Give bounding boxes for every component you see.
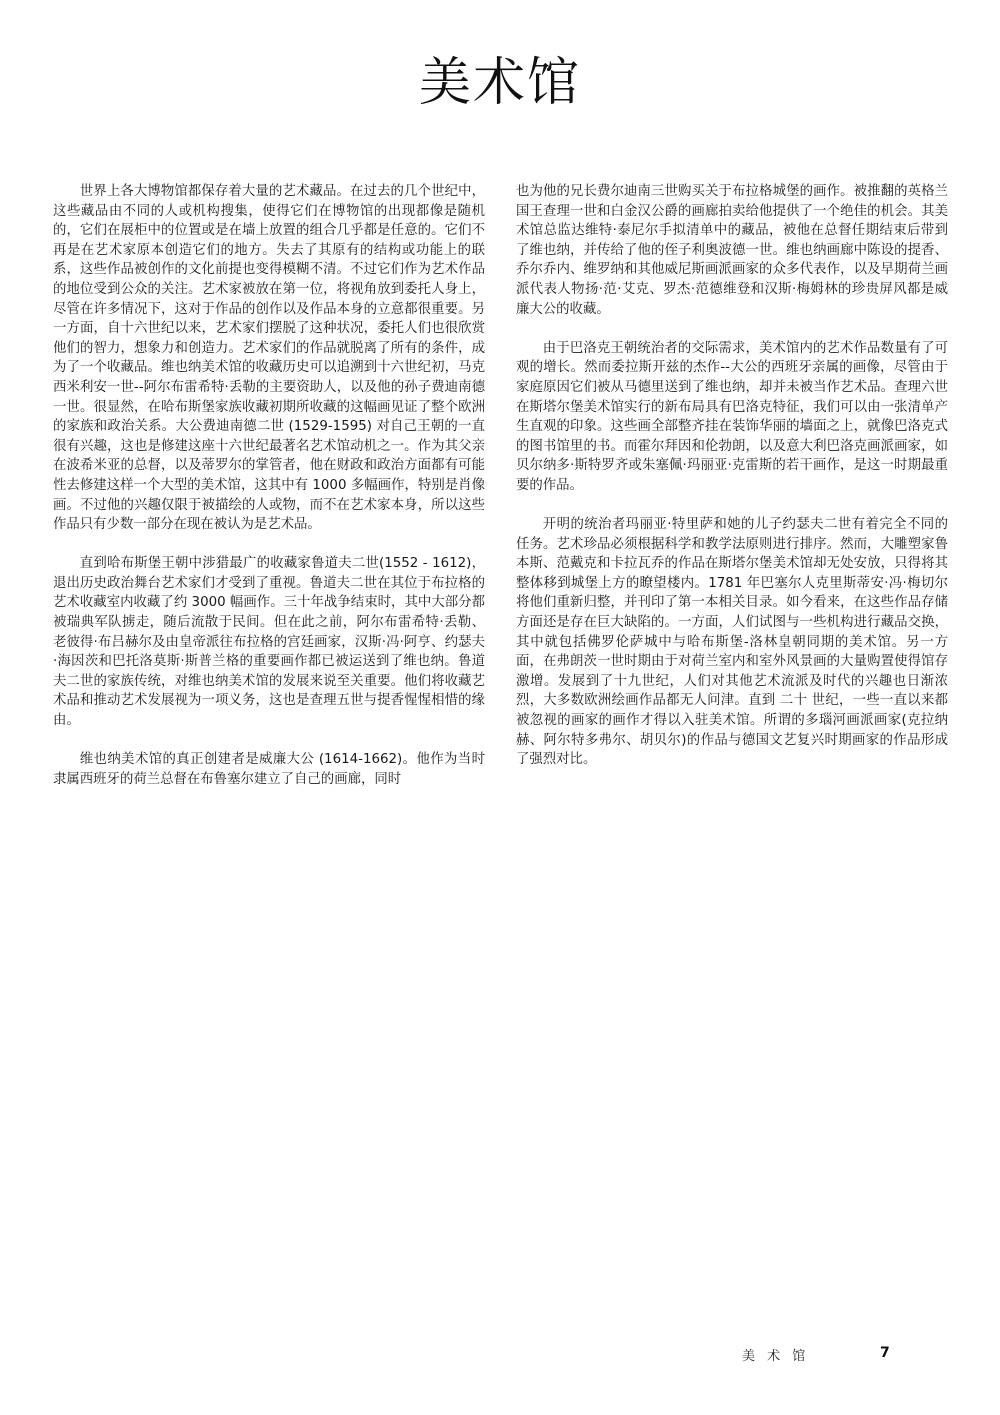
body-paragraph: 维也纳美术馆的真正创建者是威廉大公 (1614-1662)。他作为当时隶属西班牙的荷兰总督在布鲁塞尔建立了自己的画廊，同时 [53,752,485,787]
body-paragraph: 世界上各大博物馆都保存着大量的艺术藏品。在过去的几个世纪中，这些藏品由不同的人或机构搜集，使得它们在博物馆的出现都像是随机的，它们在展柜中的位置或是在墙上放置的组合几乎都是任意的。它们不再是在艺术家原本创造它们的地方。失去了其原有的结构或功能上的联系，这些作品被创作的文化前提也变得模糊不清。不过它们作为艺术作品的地位受到公众的关注。艺术家被放在第一位，将视角放到委托人身上，尽管在许多情况下，这对于作品的创作以及作品本身的立意都很重要。另一方面，自十六世纪以来，艺术家们摆脱了这种状况，委托人们也很欣赏他们的智力，想象力和创造力。艺术家们的作品就脱离了所有的条件，成为了一个收藏品。维也纳美术馆的收藏历史可以追溯到十六世纪初，马克西米利安一世--阿尔布雷希特·丢勒的主要资助人，以及他的孙子费迪南德一世。很显然，在哈布斯堡家族收藏初期所收藏的这幅画见证了整个欧洲的家族和政治关系。大公费迪南德二世 (1529-1595) 对自己王朝的一直很有兴趣，这也是修建这座十六世纪最著名艺术馆动机之一。作为其父亲在波希米亚的总督，以及蒂罗尔的掌管者，他在财政和政治方面都有可能性去修建这样一个大型的美术馆，这其中有 1000 多幅画作，特别是肖像画。不过他的兴趣仅限于被描绘的人或物，而不在艺术家本身，所以这些作品只有少数一部分在现在被认为是艺术品。 [53,184,485,533]
right-text-column [516,182,948,789]
page-title: 美术馆 [418,53,581,113]
body-paragraph-continued: 也为他的兄长费尔迪南三世购买关于布拉格城堡的画作。被推翻的英格兰国王查理一世和白金汉公爵的画廊拍卖给他提供了一个绝佳的机会。其美术馆总监达维特·泰尼尔手拟清单中的藏品，被他在总督任期结束后带到了维也纳，并传给了他的侄子利奥波德一世。维也纳画廊中陈设的提香、乔尔乔内、维罗纳和其他威尼斯画派画家的众多代表作，以及早期荷兰画派代表人物扬·范·艾克、罗杰·范德维登和汉斯·梅姆林的珍贵屏风都是威廉大公的收藏。 [516,184,948,317]
body-paragraph: 开明的统治者玛丽亚·特里萨和她的儿子约瑟夫二世有着完全不同的任务。艺术珍品必须根据科学和教学法原则进行排序。然而，大雕塑家鲁本斯、范戴克和卡拉瓦乔的作品在斯塔尔堡美术馆却无处安放，只得将其整体移到城堡上方的瞭望楼内。1781 年巴塞尔人克里斯蒂安·冯·梅切尔将他们重新归整，并刊印了第一本相关目录。如今看来，在这些作品存储方面还是存在巨大缺陷的。一方面，人们试图与一些机构进行藏品交换，其中就包括佛罗伦萨城中与哈布斯堡-洛林皇朝同期的美术馆。另一方面，在弗朗茨一世时期由于对荷兰室内和室外风景画的大量购置使得馆存激增。发展到了十九世纪，人们对其他艺术流派及时代的兴趣也日渐浓烈，大多数欧洲绘画作品都无人问津。直到 二十 世纪，一些一直以来都被忽视的画家的画作才得以入驻美术馆。所谓的多瑙河画派画家(克拉纳赫、阿尔特多弗尔、胡贝尔)的作品与德国文艺复兴时期画家的作品形成了强烈对比。 [516,517,948,768]
body-paragraph: 由于巴洛克王朝统治者的交际需求，美术馆内的艺术作品数量有了可观的增长。然而委拉斯开兹的杰作--大公的西班牙亲属的画像，尽管由于家庭原因它们被从马德里送到了维也纳，却并未被当作艺术品。查理六世在斯塔尔堡美术馆实行的新布局具有巴洛克特征，我们可以由一张清单产生直观的印象。这些画全部整齐挂在装饰华丽的墙面之上，就像巴洛克式的图书馆里的书。而霍尔拜因和伦勃朗，以及意大利巴洛克画派画家，如贝尔纳多·斯特罗齐或朱塞佩·玛丽亚·克雷斯的若干画作，是这一时期最重要的作品。 [516,340,948,493]
running-title: 美 术 馆 [742,1349,810,1364]
body-paragraph: 直到哈布斯堡王朝中涉猎最广的收藏家鲁道夫二世(1552 - 1612)，退出历史政治舞台艺术家们才受到了重视。鲁道夫二世在其位于布拉格的艺术收藏室内收藏了约 3000 幅画作。三十年战争结束时，其中大部分都被瑞典军队掳走，随后流散于民间。但在此之前，阿尔布雷希特·丢勒、老彼得·布吕赫尔及由皇帝派往布拉格的宫廷画家，汉斯·冯·阿亨、约瑟夫·海因茨和巴托洛莫斯·斯普兰格的重要画作都已被运送到了维也纳。鲁道夫二世的家族传统，对维也纳美术馆的发展来说至关重要。他们将收藏艺术品和推动艺术发展视为一项义务，这也是查理五世与提香惺惺相惜的缘由。 [53,556,485,729]
page-number: 7 [880,1345,890,1361]
left-text-column [53,182,485,809]
